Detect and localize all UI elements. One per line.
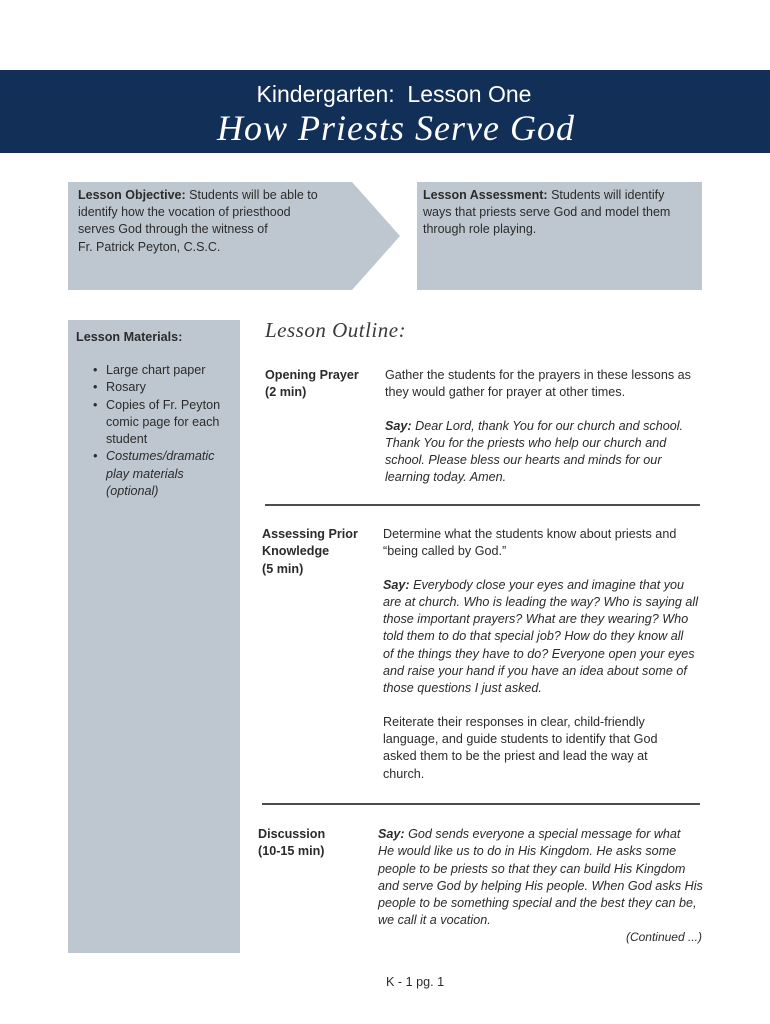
materials-heading: Lesson Materials: [76, 330, 183, 344]
lesson-objective [78, 187, 348, 256]
section-intro: Gather the students for the prayers in these lessons as they would gather for prayer at other times. [385, 368, 691, 400]
section-body-discussion [378, 826, 733, 930]
materials-list [68, 362, 240, 500]
bullet-icon: • [93, 363, 98, 377]
outline-heading: Lesson Outline: [265, 318, 407, 342]
say-text: Dear Lord, thank You for our church and school. Thank You for the priests who help our church and school. Please bless our hearts and minds for our learning today. Amen. [385, 418, 684, 485]
continued-note: (Continued ...) [625, 930, 702, 944]
section-label-opening-prayer [265, 367, 377, 402]
say-label: Say: [385, 418, 412, 433]
section-body-assessing-prior-knowledge [383, 526, 738, 783]
say-paragraph [378, 826, 733, 930]
header-band [0, 70, 770, 153]
section-label-discussion [258, 826, 370, 861]
lesson-assessment [423, 187, 698, 239]
bullet-icon: • [93, 380, 98, 395]
section-divider [262, 803, 700, 805]
materials-item-text: Costumes/dramatic play materials (optional) [106, 449, 215, 499]
section-body-opening-prayer [385, 367, 740, 487]
bullet-icon: • [93, 397, 98, 412]
objective-text: Students will be able to identify how the vocation of priesthood serves God through the witness of Fr. Patrick Peyton, C.S.C. [78, 188, 318, 254]
section-intro: Determine what the students know about priests and “being called by God.” [383, 527, 677, 559]
assessment-text: Students will identify ways that priests serve God and model them through role playing. [423, 188, 671, 237]
materials-item [68, 362, 238, 379]
materials-item [68, 379, 238, 396]
say-paragraph [383, 577, 738, 698]
lesson-title: How Priests Serve God [217, 108, 575, 148]
section-duration: (5 min) [262, 561, 304, 576]
objective-label: Lesson Objective: [78, 188, 186, 202]
section-divider [265, 504, 700, 506]
page-number: K - 1 pg. 1 [386, 975, 445, 989]
say-label: Say: [378, 827, 405, 841]
assessment-panel [417, 182, 702, 290]
materials-item-text: Copies of Fr. Peyton comic page for each student [106, 397, 221, 447]
materials-item-text: Large chart paper [106, 363, 206, 377]
say-paragraph [385, 418, 740, 487]
materials-item [68, 397, 238, 449]
materials-item-text: Rosary [106, 380, 146, 395]
materials-sidebar [68, 320, 240, 953]
section-followup: Reiterate their responses in clear, child-friendly language, and guide students to identify that God asked them to be the priest and lead the way at church. [383, 714, 658, 781]
section-name: Opening Prayer [265, 368, 359, 382]
say-label: Say: [383, 577, 410, 592]
section-name: Assessing Prior Knowledge [262, 527, 358, 559]
section-duration: (2 min) [265, 385, 307, 400]
section-name: Discussion [258, 827, 326, 841]
lesson-label: Kindergarten: Lesson One [256, 81, 532, 107]
bullet-icon: • [93, 449, 98, 464]
materials-item [68, 448, 238, 500]
say-text: Everybody close your eyes and imagine that you are at church. Who is leading the way? Who is saying all those important prayers? What are they wearing? Who told them to do that special job? How do they know all of the things they have to do? Everyone open your eyes and raise your hand if you have an idea about some of those questions I just asked. [383, 577, 698, 696]
section-duration: (10-15 min) [258, 844, 325, 859]
say-text: God sends everyone a special message for what He would like us to do in His Kingdom. He asks some people to be priests so that they can build His Kingdom and serve God by helping His people. When God asks His people to be something special and the best they can be, we call it a vocation. [378, 827, 703, 928]
assessment-label: Lesson Assessment: [423, 188, 548, 202]
section-label-assessing-prior-knowledge [262, 526, 374, 578]
